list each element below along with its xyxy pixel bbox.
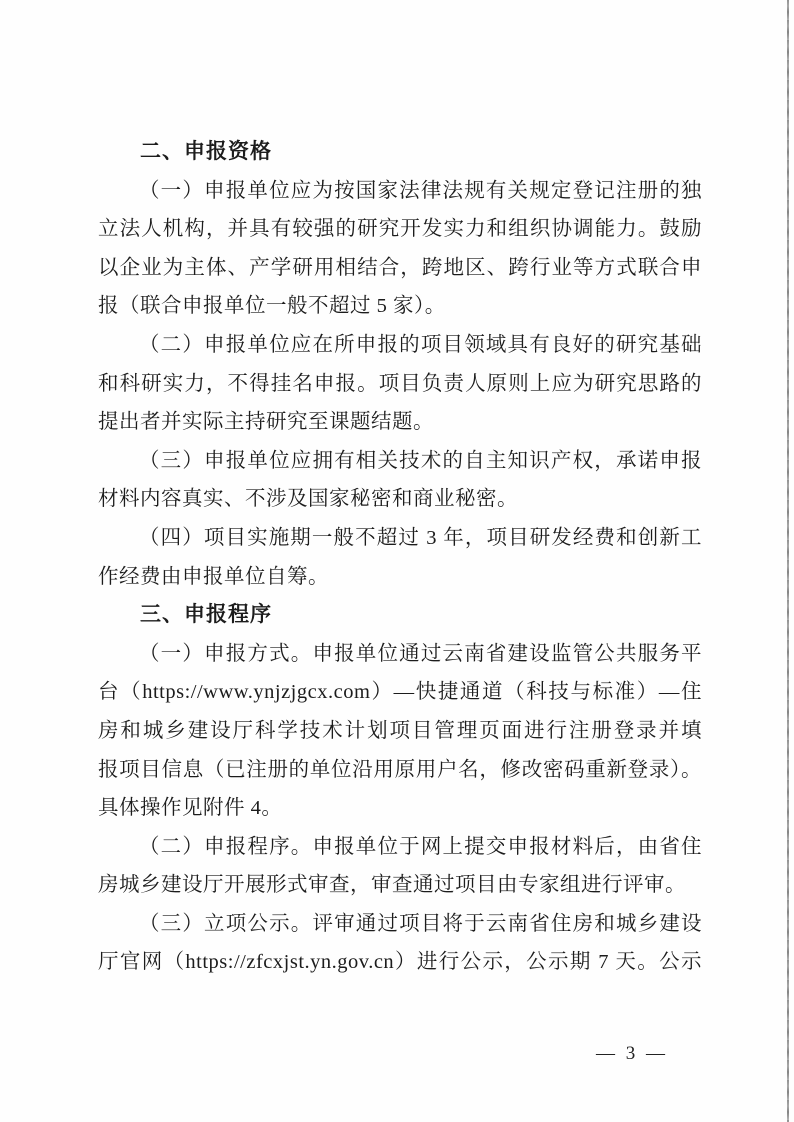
- scan-edge-artifact: [787, 0, 789, 1122]
- text-line: 材料内容真实、不涉及国家秘密和商业秘密。: [98, 488, 518, 511]
- text-line: 厅官网（https://zfcxjst.yn.gov.cn）进行公示，公示期 7 天。公示: [98, 951, 702, 974]
- text-line: 作经费由申报单位自筹。: [98, 565, 329, 588]
- text-line: 立法人机构，并具有较强的研究开发实力和组织协调能力。鼓励: [98, 218, 702, 241]
- text-line: 房城乡建设厅开展形式审查，审查通过项目由专家组进行评审。: [98, 874, 686, 897]
- text-line: 具体操作见附件 4。: [98, 797, 283, 820]
- page-number: — 3 —: [596, 1043, 668, 1064]
- text-line: （一）申报单位应为按国家法律法规有关规定登记注册的独: [139, 179, 702, 202]
- section-heading: 三、申报程序: [140, 603, 272, 627]
- document-body: [98, 133, 702, 982]
- text-line: 报项目信息（已注册的单位沿用原用户名，修改密码重新登录）。: [98, 758, 702, 781]
- text-line: 以企业为主体、产学研用相结合，跨地区、跨行业等方式联合申: [98, 256, 702, 279]
- text-line: （一）申报方式。申报单位通过云南省建设监管公共服务平: [139, 642, 702, 665]
- text-line: （二）申报单位应在所申报的项目领域具有良好的研究基础: [139, 333, 702, 356]
- text-line: 提出者并实际主持研究至课题结题。: [98, 411, 434, 434]
- text-line: （三）申报单位应拥有相关技术的自主知识产权，承诺申报: [139, 449, 702, 472]
- section-heading: 二、申报资格: [140, 140, 272, 163]
- text-line: （二）申报程序。申报单位于网上提交申报材料后，由省住: [139, 835, 702, 858]
- text-line: 和科研实力，不得挂名申报。项目负责人原则上应为研究思路的: [98, 372, 702, 395]
- text-line: 房和城乡建设厅科学技术计划项目管理页面进行注册登录并填: [98, 719, 702, 742]
- text-line: 台（https://www.ynjzjgcx.com）—快捷通道（科技与标准）—住: [98, 681, 702, 704]
- text-line: 报（联合申报单位一般不超过 5 家）。: [98, 295, 446, 318]
- text-line: （四）项目实施期一般不超过 3 年，项目研发经费和创新工: [139, 526, 702, 549]
- text-line: （三）立项公示。评审通过项目将于云南省住房和城乡建设: [139, 912, 702, 935]
